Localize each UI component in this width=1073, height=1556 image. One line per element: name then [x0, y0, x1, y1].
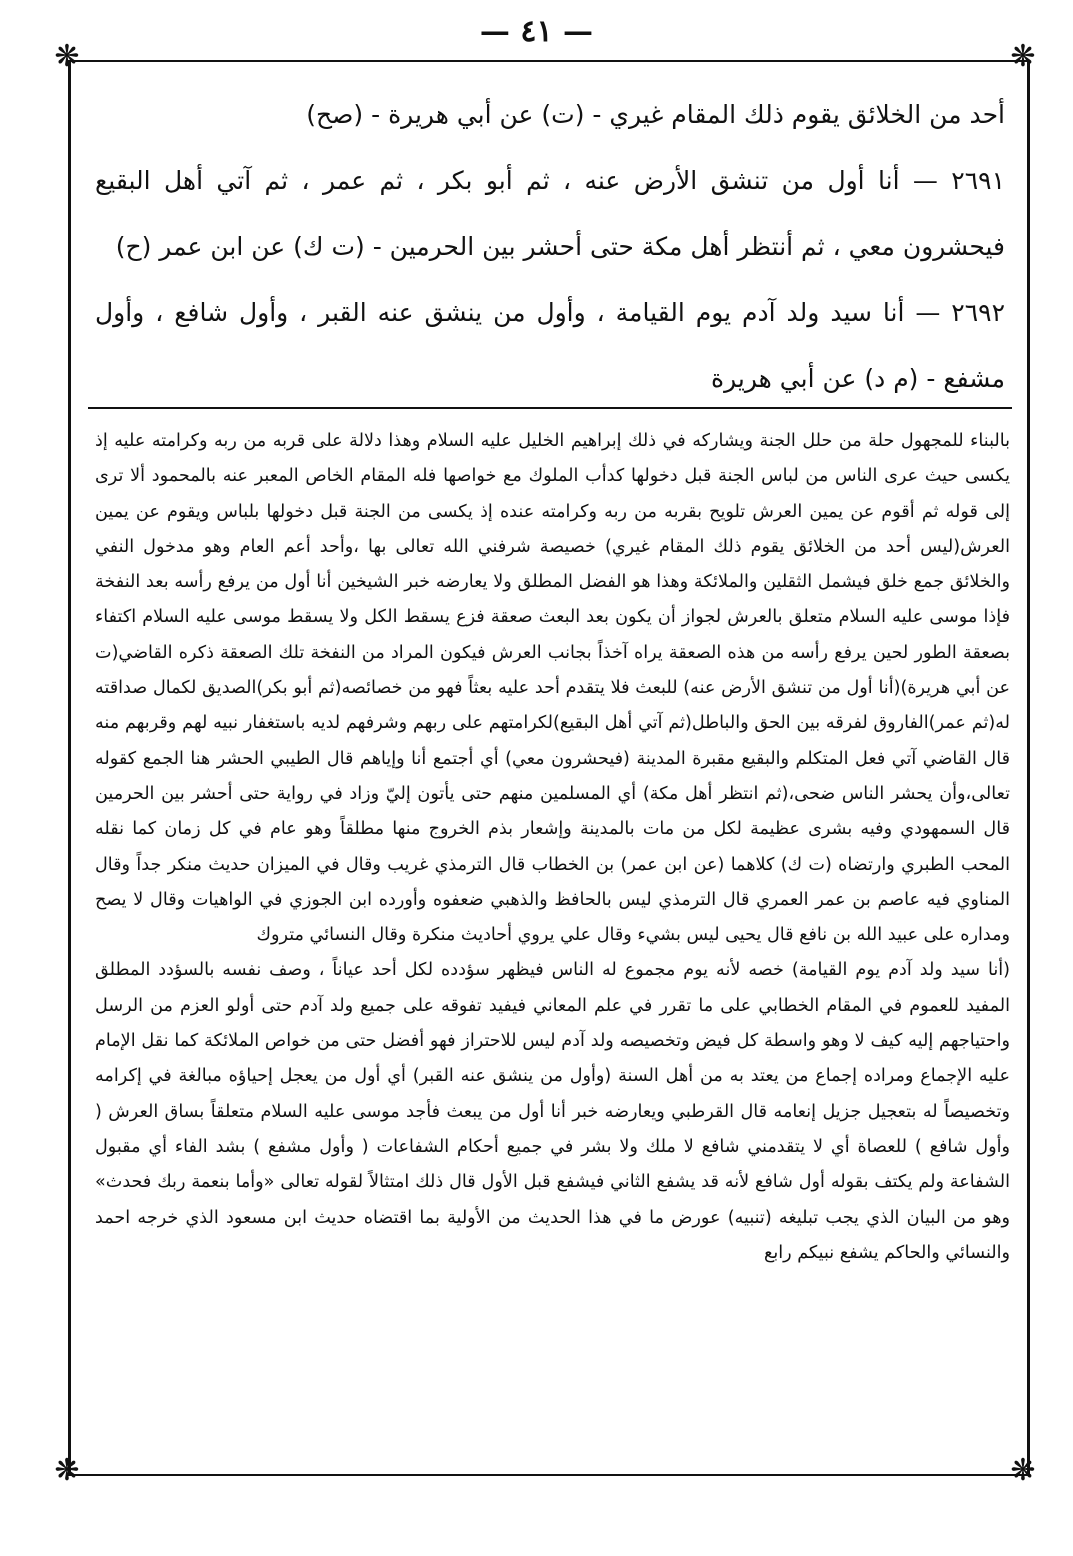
page-number: — ٤١ —: [479, 14, 594, 49]
hadith-2692: ٢٦٩٢ — أنا سيد ولد آدم يوم القيامة ، وأول من ينشق عنه القبر ، وأول شافع ، وأول مشفع - (م د) عن أبي هريرة: [95, 298, 1005, 393]
corner-ornament-icon: ❋: [54, 39, 80, 74]
commentary-paragraph: بالبناء للمجهول حلة من حلل الجنة ويشاركه في ذلك إبراهيم الخليل عليه السلام وهذا دلالة على قربه من ربه وكرامته عليه إذ يكسى حيث عرى الناس من لباس الجنة قبل دخولها كدأب الملوك مع خواصها فله المقام الخاص المعبر عنه بالمحمود ألا ترى إلى قوله ثم أقوم عن يمين العرش تلويح بقربه من ربه وكرامته عنده إذ يكسى من الجنة قبل دخولها بلباس ويقوم عن يمين العرش(ليس أحد من الخلائق يقوم ذلك المقام غيري) خصيصة شرفني الله تعالى بها ،وأحد أعم العام وهو مدخول النفي والخلائق جمع خلق فيشمل الثقلين والملائكة وهذا هو الفضل المطلق ولا يعارضه خبر الشيخين أنا أول من يرفع رأسه بعد النفخة فإذا موسى عليه السلام متعلق بالعرش لجواز أن يكون بعد البعث صعقة فزع يسقط الكل ولا يسقط موسى عليه السلام اكتفاء بصعقة الطور لحين يرفع رأسه من هذه الصعقة يراه آخذاً بجانب العرش فيكون المراد من النفخة تلك الصعقة ذكره القاضي(ت عن أبي هريرة)(أنا أول من تنشق الأرض عنه) للبعث فلا يتقدم أحد عليه بعثاً فهو من خصائصه(ثم أبو بكر)الصديق لكمال صداقته له(ثم عمر)الفاروق لفرقه بين الحق والباطل(ثم آتي أهل البقيع)لكرامتهم على ربهم وشرفهم لديه باستغفار نبيه لهم وقربهم منه قال القاضي آتي فعل المتكلم والبقيع مقبرة المدينة (فيحشرون معي) أي أجتمع أنا وإياهم قال الطيبي الحشر هنا الجمع كقوله تعالى،وأن يحشر الناس ضحى،(ثم انتظر أهل مكة) أي المسلمين منهم حتى يأتون إليّ وزاد في رواية حتى أحشر بين الحرمين قال السمهودي وفيه بشرى عظيمة لكل من مات بالمدينة وإشعار بذم الخروج منها مطلقاً وهو عام في كل زمان كما نقله المحب الطبري وارتضاه (ت ك) كلاهما (عن ابن عمر) بن الخطاب قال الترمذي غريب وقال في الميزان حديث منكر جداً وقال المناوي فيه عاصم بن عمر العمري قال الترمذي ليس بالحافظ والذهبي ضعفوه وأورده ابن الجوزي في الواهيات وقال لا يصح ومداره على عبيد الله بن نافع قال يحيى ليس بشيء وقال علي يروي أحاديث منكرة وقال النسائي متروك: [95, 431, 1010, 946]
corner-ornament-icon: ❋: [1010, 1453, 1036, 1488]
commentary-section: [95, 424, 1010, 1271]
commentary-paragraph: (أنا سيد ولد آدم يوم القيامة) خصه لأنه يوم مجموع له الناس فيظهر سؤدده لكل أحد عياناً ، وصف نفسه بالسؤدد المطلق المفيد للعموم في المقام الخطابي على ما تقرر في علم المعاني فيفيد تفوقه على جميع ولد آدم حتى أولو العزم من الرسل واحتياجهم إليه كيف لا وهو واسطة كل فيض وتخصيصه ولد آدم ليس للاحتراز فهو أفضل حتى من خواص الملائكة كما نقل الإمام عليه الإجماع ومراده إجماع من يعتد به من أهل السنة (وأول من ينشق عنه القبر) أي أول من يعجل إحياؤه مبالغة في إكرامه وتخصيصاً له بتعجيل جزيل إنعامه قال القرطبي ويعارضه خبر أنا أول من يبعث فأجد موسى عليه السلام متعلقاً بساق العرش ( وأول شافع ) للعصاة أي لا يتقدمني شافع لا ملك ولا بشر في جميع أحكام الشفاعات ( وأول مشفع ) بشد الفاء أي مقبول الشفاعة ولم يكتف بقوله أول شافع لأنه قد يشفع الثاني فيشفع قبل الأول قال ذلك امتثالاً لقوله تعالى «وأما بنعمة ربك فحدث» وهو من البيان الذي يجب تبليغه (تنبيه) عورض ما في هذا الحديث من الأولية بما اقتضاه حديث ابن مسعود الذي خرجه احمد والنسائي والحاكم يشفع نبيكم رابع: [95, 960, 1010, 1263]
hadith-continuation: أحد من الخلائق يقوم ذلك المقام غيري - (ت) عن أبي هريرة - (صح): [306, 100, 1005, 129]
corner-ornament-icon: ❋: [1010, 39, 1036, 74]
hadith-2691: ٢٦٩١ — أنا أول من تنشق الأرض عنه ، ثم أبو بكر ، ثم عمر ، ثم آتي أهل البقيع فيحشرون معي ، ثم أنتظر أهل مكة حتى أحشر بين الحرمين - (ت ك) عن ابن عمر (ح): [95, 166, 1005, 261]
section-divider: [88, 407, 1012, 409]
hadith-section: [95, 82, 1005, 412]
corner-ornament-icon: ❋: [54, 1453, 80, 1488]
